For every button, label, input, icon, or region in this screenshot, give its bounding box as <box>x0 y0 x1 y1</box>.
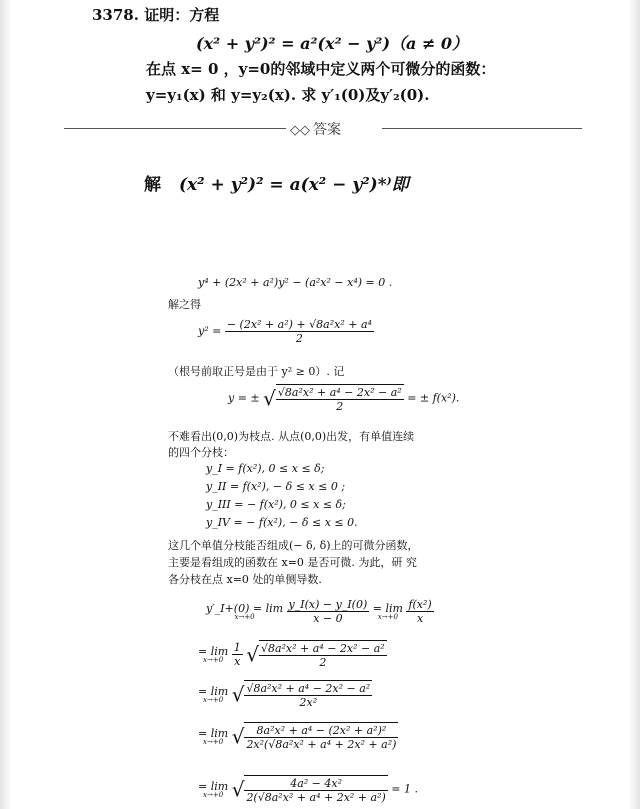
d1-fraction-2 <box>406 598 433 625</box>
problem-line-3: 在点 x= 0 ，y=0的邻域中定义两个可微分的函数： <box>146 60 496 78</box>
page-edge-right <box>630 0 640 809</box>
page-edge-left <box>0 0 10 809</box>
d3-lim: = lim <box>198 684 229 698</box>
answer-header <box>290 119 341 139</box>
eq3-denominator: 2 <box>336 400 344 413</box>
branch-4: y_IV = − f(x²), − δ ≤ x ≤ 0. <box>206 516 358 529</box>
branch-paragraph-line-1: 不难看出(0,0)为枝点. 从点(0,0)出发，有单值连续 <box>168 430 415 443</box>
eq3-rhs: = ± f(x²). <box>407 391 460 405</box>
d1-limit-2 <box>373 603 403 621</box>
d2-numerator: √8a²x² + a⁴ − 2x² − a² <box>260 642 385 655</box>
d1-lhs: y′_I+(0) = lim <box>206 601 284 615</box>
solution-formula: (x² + y²)² = a(x² − y²)*⁾即 <box>179 175 409 195</box>
d5-denominator: 2(√8a²x² + a⁴ + 2x² + a²) <box>246 791 386 804</box>
branch-1: y_I = f(x²), 0 ≤ x ≤ δ; <box>206 462 325 475</box>
d1-mid: = lim <box>372 601 403 615</box>
d5-fraction <box>244 775 387 804</box>
sqrt-icon: √ <box>231 777 245 802</box>
d3-fraction <box>244 680 372 709</box>
eq3-numerator: √8a²x² + a⁴ − 2x² − a² <box>277 386 402 399</box>
answer-label: 答案 <box>313 122 341 138</box>
d3-numerator: √8a²x² + a⁴ − 2x² − a² <box>246 682 371 695</box>
problem-line-4: y=y₁(x) 和 y=y₂(x). 求 y′₁(0)及y′₂(0). <box>146 86 430 104</box>
d1-numerator: y_I(x) − y_I(0) <box>288 598 368 611</box>
d5-lim-sub: x→+0 <box>203 790 224 799</box>
differentiability-line-2: 主要是看组成的函数在 x=0 是否可微. 为此，研 究 <box>168 556 417 569</box>
d4-denominator: 2x²(√8a²x² + a⁴ + 2x² + a²) <box>246 738 397 751</box>
d5-lim: = lim <box>198 779 229 793</box>
d5-limit <box>198 781 228 799</box>
d1-limit <box>206 603 283 621</box>
derivative-step-5 <box>198 775 418 804</box>
equation-quartic: y⁴ + (2x² + a²)y² − (a²x² − x⁴) = 0 . <box>198 276 393 289</box>
d1-mid-sub: x→+0 <box>377 612 398 621</box>
d2-lim: = lim <box>198 644 229 658</box>
eq3-fraction <box>276 384 404 413</box>
d2-lim-sub: x→+0 <box>203 655 224 664</box>
derivative-step-4 <box>198 722 398 751</box>
d1-denominator-2: x <box>416 612 424 625</box>
answer-divider-left <box>64 128 286 129</box>
d2-limit <box>198 646 228 664</box>
equation-y-squared <box>198 318 374 345</box>
d4-lim-sub: x→+0 <box>203 737 224 746</box>
solve-text: 解之得 <box>168 298 201 311</box>
d3-denominator: 2x² <box>299 696 318 709</box>
problem-line-1: 3378. 证明：方程 <box>92 6 220 24</box>
sqrt-icon: √ <box>246 642 259 667</box>
d4-lim: = lim <box>198 726 229 740</box>
diamond-link-icon: ◇◇ <box>290 123 310 138</box>
d3-limit <box>198 686 228 704</box>
d2-coefficient <box>232 641 243 668</box>
sqrt-icon: √ <box>231 724 245 749</box>
d1-denominator: x − 0 <box>313 612 343 625</box>
solution-heading <box>144 170 409 195</box>
sqrt-icon: √ <box>231 682 245 707</box>
derivative-step-1 <box>206 598 434 625</box>
d2-coef-num: 1 <box>233 641 241 654</box>
equation-y <box>228 384 459 413</box>
differentiability-line-3: 各分枝在点 x=0 处的单侧导数. <box>168 573 322 586</box>
differentiability-line-1: 这几个单值分枝能否组成(− δ, δ)上的可微分函数， <box>168 539 419 552</box>
d2-coef-den: x <box>234 655 241 668</box>
d4-limit <box>198 728 228 746</box>
solution-prefix: 解 <box>144 175 161 195</box>
d2-fraction <box>259 640 387 669</box>
d1-limit-sub: x→+0 <box>234 612 255 621</box>
branch-3: y_III = − f(x²), 0 ≤ x ≤ δ; <box>206 498 346 511</box>
sign-note: （根号前取正号是由于 y² ≥ 0）. 记 <box>168 365 345 378</box>
eq3-lhs: y = ± <box>228 391 260 405</box>
d5-numerator: 4a² − 4x² <box>244 777 387 791</box>
branch-paragraph-line-2: 的四个分枝： <box>168 446 234 459</box>
d4-fraction <box>244 722 398 751</box>
d1-fraction <box>287 598 370 625</box>
eq2-lhs: y² = <box>198 324 222 338</box>
eq2-denominator: 2 <box>295 332 303 345</box>
branch-2: y_II = f(x²), − δ ≤ x ≤ 0 ; <box>206 480 346 493</box>
problem-equation: (x² + y²)² = a²(x² − y²)（a ≠ 0） <box>196 34 469 53</box>
d3-lim-sub: x→+0 <box>203 695 224 704</box>
derivative-step-2 <box>198 640 387 669</box>
answer-divider-right <box>382 128 582 129</box>
d2-denominator: 2 <box>319 656 327 669</box>
sqrt-icon: √ <box>263 386 276 411</box>
eq2-fraction <box>225 318 374 345</box>
d5-result: = 1 . <box>391 782 419 796</box>
eq2-numerator: − (2x² + a²) + √8a²x² + a⁴ <box>226 318 372 331</box>
d4-numerator: 8a²x² + a⁴ − (2x² + a²)² <box>244 724 398 738</box>
derivative-step-3 <box>198 680 372 709</box>
d1-numerator-2: f(x²) <box>408 598 432 611</box>
